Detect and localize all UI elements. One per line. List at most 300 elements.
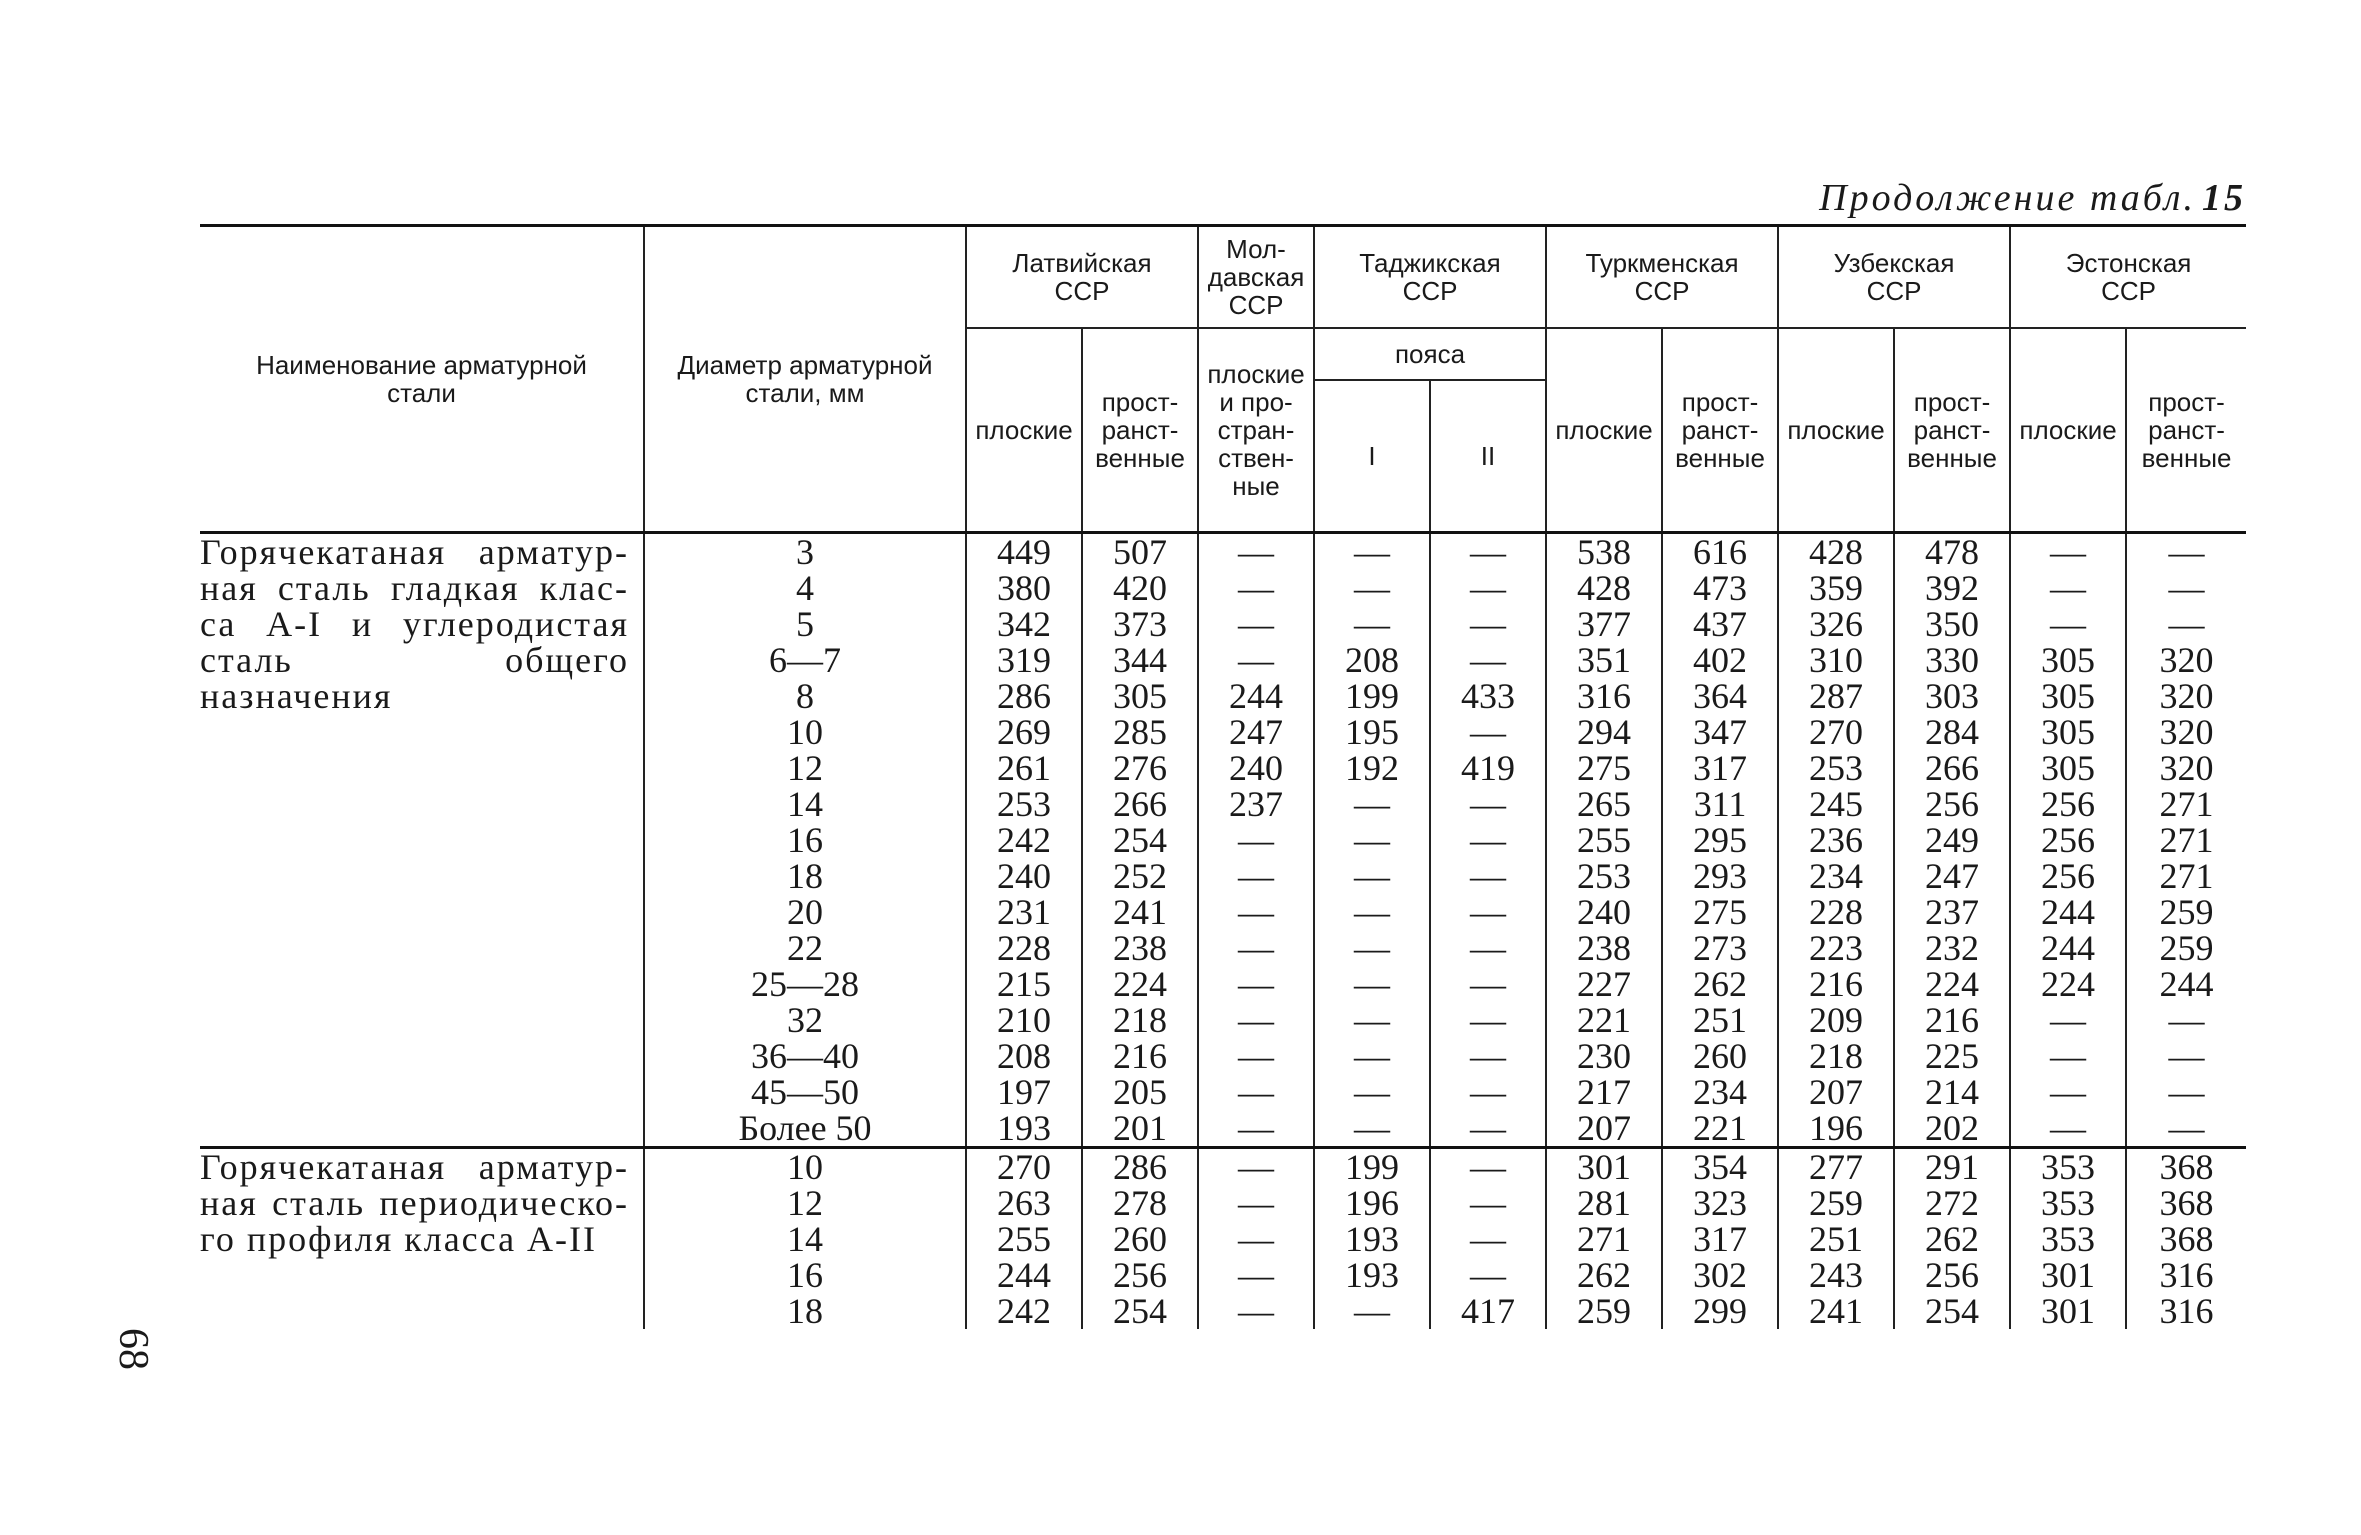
header-leaf: плоские — [1546, 328, 1662, 533]
stress-value: 350 — [1925, 604, 1980, 644]
diameter-value: 20 — [787, 892, 823, 932]
stress-value: 237 — [1229, 784, 1284, 824]
diameter-value: 36—40 — [751, 1036, 859, 1076]
stress-value: 224 — [2041, 964, 2096, 1004]
stress-value: — — [2168, 1108, 2205, 1148]
stress-value: 231 — [997, 892, 1051, 932]
stress-value: — — [1238, 1147, 1275, 1187]
stress-value: 192 — [1345, 748, 1400, 788]
stress-value: 284 — [1925, 712, 1980, 752]
header-leaf: плоские — [966, 328, 1082, 533]
stress-value: 419 — [1461, 748, 1516, 788]
stress-value: 302 — [1693, 1255, 1748, 1295]
value-cell — [1314, 534, 1430, 1148]
stress-value: — — [1354, 532, 1391, 572]
stress-value: — — [1470, 964, 1507, 1004]
stress-value: 260 — [1693, 1036, 1748, 1076]
stress-value: 317 — [1693, 1219, 1748, 1259]
stress-value: 256 — [1925, 784, 1980, 824]
table-section — [200, 1149, 2246, 1329]
stress-value: — — [2168, 604, 2205, 644]
value-cell — [1778, 1149, 1894, 1329]
stress-value: 218 — [1113, 1000, 1167, 1040]
stress-value: — — [1470, 1108, 1507, 1148]
stress-value: 277 — [1809, 1147, 1864, 1187]
stress-value: — — [1238, 1036, 1275, 1076]
diameter-value: Более 50 — [738, 1108, 872, 1148]
stress-value: 230 — [1577, 1036, 1632, 1076]
stress-value: — — [2168, 1036, 2205, 1076]
stress-value: 320 — [2159, 676, 2214, 716]
stress-value: 301 — [2041, 1255, 2096, 1295]
stress-value: 263 — [997, 1183, 1051, 1223]
stress-value: 330 — [1925, 640, 1980, 680]
stress-value: 616 — [1693, 532, 1748, 572]
header-group-uzbek: Узбекская ССР — [1778, 226, 2010, 329]
stress-value: — — [1354, 1036, 1391, 1076]
stress-value: 224 — [1925, 964, 1980, 1004]
stress-value: 317 — [1693, 748, 1748, 788]
stress-value: 353 — [2041, 1219, 2096, 1259]
stress-value: 249 — [1925, 820, 1980, 860]
stress-value: 252 — [1113, 856, 1167, 896]
stress-value: — — [1470, 1000, 1507, 1040]
stress-value: 255 — [1577, 820, 1632, 860]
value-cell — [1546, 534, 1662, 1148]
stress-value: 359 — [1809, 568, 1864, 608]
table-header — [200, 226, 2246, 533]
stress-value: 234 — [1809, 856, 1864, 896]
stress-value: 196 — [1809, 1108, 1864, 1148]
stress-value: 221 — [1693, 1108, 1748, 1148]
value-cell — [1894, 534, 2010, 1148]
table-section — [200, 534, 2246, 1148]
stress-value: 234 — [1693, 1072, 1748, 1112]
stress-value: — — [1470, 568, 1507, 608]
stress-value: — — [2050, 1036, 2087, 1076]
stress-value: 242 — [997, 820, 1051, 860]
stress-value: 449 — [997, 532, 1051, 572]
stress-value: — — [2050, 1108, 2087, 1148]
stress-value: 236 — [1809, 820, 1864, 860]
stress-value: — — [1470, 1036, 1507, 1076]
stress-value: 368 — [2159, 1219, 2214, 1259]
stress-value: 253 — [1577, 856, 1632, 896]
stress-value: 272 — [1925, 1183, 1980, 1223]
stress-value: — — [1470, 928, 1507, 968]
stress-value: 232 — [1925, 928, 1980, 968]
stress-value: 275 — [1577, 748, 1632, 788]
stress-value: — — [1470, 1147, 1507, 1187]
stress-value: — — [1354, 892, 1391, 932]
diameter-value: 45—50 — [751, 1072, 859, 1112]
stress-value: 251 — [1693, 1000, 1748, 1040]
value-cell — [1082, 1149, 1198, 1329]
header-leaf: прост-ранст-венные — [1662, 328, 1778, 533]
stress-value: 193 — [997, 1108, 1051, 1148]
value-cell — [1662, 534, 1778, 1148]
stress-value: 507 — [1113, 532, 1167, 572]
header-leaf: прост-ранст-венные — [1082, 328, 1198, 533]
stress-value: 259 — [2159, 892, 2214, 932]
stress-value: 216 — [1809, 964, 1864, 1004]
stress-value: 311 — [1693, 784, 1747, 824]
stress-value: 260 — [1113, 1219, 1167, 1259]
stress-value: — — [1470, 892, 1507, 932]
stress-value: 261 — [997, 748, 1051, 788]
stress-value: 238 — [1577, 928, 1632, 968]
steel-name-cell — [200, 534, 644, 1148]
stress-value: 208 — [997, 1036, 1051, 1076]
stress-value: — — [1238, 964, 1275, 1004]
diameter-value: 25—28 — [751, 964, 859, 1004]
page-number: 68 — [110, 1328, 156, 1370]
stress-value: 271 — [2159, 856, 2214, 896]
diameter-value: 16 — [787, 1255, 823, 1295]
stress-value: — — [1470, 1072, 1507, 1112]
stress-value: 256 — [2041, 784, 2096, 824]
stress-value: — — [1470, 784, 1507, 824]
stress-value: 299 — [1693, 1291, 1748, 1331]
stress-value: 241 — [1113, 892, 1167, 932]
stress-value: 266 — [1925, 748, 1980, 788]
stress-value: 271 — [2159, 820, 2214, 860]
stress-value: 433 — [1461, 676, 1516, 716]
stress-value: 291 — [1925, 1147, 1980, 1187]
stress-value: — — [1238, 892, 1275, 932]
steel-name-line: сталь общего назначения — [200, 640, 629, 716]
steel-name-line: Горячекатаная арматур- — [200, 1147, 629, 1187]
stress-value: 244 — [2041, 892, 2096, 932]
stress-value: 305 — [2041, 640, 2096, 680]
stress-value: 205 — [1113, 1072, 1167, 1112]
value-cell — [1430, 1149, 1546, 1329]
stress-value: — — [1238, 928, 1275, 968]
stress-value: — — [1354, 856, 1391, 896]
caption-text: Продолжение табл. — [1819, 177, 2196, 219]
stress-value: 223 — [1809, 928, 1864, 968]
stress-value: 214 — [1925, 1072, 1980, 1112]
header-leaf: прост-ранст-венные — [1894, 328, 2010, 533]
stress-value: 199 — [1345, 1147, 1400, 1187]
value-cell — [2126, 534, 2246, 1148]
stress-value: 208 — [1345, 640, 1400, 680]
stress-value: 316 — [1577, 676, 1632, 716]
stress-value: 242 — [997, 1291, 1051, 1331]
stress-value: — — [1470, 604, 1507, 644]
stress-value: 270 — [997, 1147, 1051, 1187]
stress-value: — — [1470, 712, 1507, 752]
stress-value: — — [2168, 1072, 2205, 1112]
steel-name-line: са А-I и углеродистая — [200, 604, 629, 644]
stress-value: 216 — [1925, 1000, 1980, 1040]
stress-value: 323 — [1693, 1183, 1748, 1223]
stress-value: — — [2050, 568, 2087, 608]
stress-value: 320 — [2159, 712, 2214, 752]
diameter-value: 10 — [787, 712, 823, 752]
stress-value: 347 — [1693, 712, 1748, 752]
stress-value: 377 — [1577, 604, 1632, 644]
stress-value: — — [2050, 1000, 2087, 1040]
diameter-cell — [644, 534, 966, 1148]
stress-value: — — [1238, 1183, 1275, 1223]
stress-value: — — [1354, 604, 1391, 644]
stress-value: 262 — [1925, 1219, 1980, 1259]
stress-value: 354 — [1693, 1147, 1748, 1187]
stress-value: 244 — [2159, 964, 2214, 1004]
stress-value: 262 — [1693, 964, 1748, 1004]
stress-value: — — [1470, 1219, 1507, 1259]
stress-value: 273 — [1693, 928, 1748, 968]
stress-value: 353 — [2041, 1183, 2096, 1223]
table-body — [200, 533, 2246, 1330]
steel-name-line: го профиля класса А-II — [200, 1219, 598, 1259]
stress-value: 301 — [1577, 1147, 1632, 1187]
stress-value: 266 — [1113, 784, 1167, 824]
stress-value: 256 — [1113, 1255, 1167, 1295]
stress-value: 316 — [2159, 1255, 2214, 1295]
stress-value: 437 — [1693, 604, 1748, 644]
header-leaf: плоские — [2010, 328, 2126, 533]
stress-value: 320 — [2159, 748, 2214, 788]
diameter-value: 32 — [787, 1000, 823, 1040]
diameter-value: 22 — [787, 928, 823, 968]
stress-value: 207 — [1577, 1108, 1632, 1148]
stress-value: 320 — [2159, 640, 2214, 680]
stress-value: — — [1238, 1072, 1275, 1112]
stress-value: — — [1470, 856, 1507, 896]
diameter-value: 14 — [787, 1219, 823, 1259]
stress-value: 245 — [1809, 784, 1864, 824]
stress-value: 326 — [1809, 604, 1864, 644]
steel-name-line: ная сталь гладкая клас- — [200, 568, 629, 608]
diameter-value: 3 — [796, 532, 814, 572]
header-group-moldavia: Мол-давская ССР — [1198, 226, 1314, 329]
stress-value: — — [1238, 568, 1275, 608]
stress-value: 281 — [1577, 1183, 1632, 1223]
stress-value: 295 — [1693, 820, 1748, 860]
stress-value: 303 — [1925, 676, 1980, 716]
stress-value: — — [2168, 1000, 2205, 1040]
stress-value: 227 — [1577, 964, 1632, 1004]
stress-value: 287 — [1809, 676, 1864, 716]
diameter-value: 4 — [796, 568, 814, 608]
stress-value: 259 — [1809, 1183, 1864, 1223]
stress-value: 193 — [1345, 1255, 1400, 1295]
stress-value: 256 — [2041, 820, 2096, 860]
stress-value: 251 — [1809, 1219, 1864, 1259]
stress-value: 305 — [2041, 712, 2096, 752]
stress-value: 240 — [1229, 748, 1284, 788]
diameter-value: 10 — [787, 1147, 823, 1187]
stress-value: 216 — [1113, 1036, 1167, 1076]
value-cell — [1546, 1149, 1662, 1329]
stress-value: — — [1238, 820, 1275, 860]
stress-value: 478 — [1925, 532, 1980, 572]
stress-value: 201 — [1113, 1108, 1167, 1148]
value-cell — [2010, 534, 2126, 1148]
stress-value: 294 — [1577, 712, 1632, 752]
stress-value: 243 — [1809, 1255, 1864, 1295]
stress-value: — — [1238, 604, 1275, 644]
stress-value: 373 — [1113, 604, 1167, 644]
stress-value: 271 — [2159, 784, 2214, 824]
stress-value: 225 — [1925, 1036, 1980, 1076]
stress-value: — — [1354, 1291, 1391, 1331]
stress-value: — — [1470, 532, 1507, 572]
value-cell — [1894, 1149, 2010, 1329]
stress-value: 269 — [997, 712, 1051, 752]
stress-value: 256 — [2041, 856, 2096, 896]
stress-value: 228 — [1809, 892, 1864, 932]
value-cell — [1082, 534, 1198, 1148]
stress-value: 256 — [1925, 1255, 1980, 1295]
stress-value: 210 — [997, 1000, 1051, 1040]
stress-value: 402 — [1693, 640, 1748, 680]
stress-value: 538 — [1577, 532, 1632, 572]
stress-value: — — [1354, 784, 1391, 824]
stress-value: 207 — [1809, 1072, 1864, 1112]
stress-value: 305 — [2041, 748, 2096, 788]
stress-value: 199 — [1345, 676, 1400, 716]
stress-value: 392 — [1925, 568, 1980, 608]
stress-value: 305 — [1113, 676, 1167, 716]
diameter-value: 6—7 — [769, 640, 841, 680]
stress-value: 196 — [1345, 1183, 1400, 1223]
diameter-value: 18 — [787, 1291, 823, 1331]
header-group-estonia: Эстонская ССР — [2010, 226, 2246, 329]
stress-value: 275 — [1693, 892, 1748, 932]
stress-value: 262 — [1577, 1255, 1632, 1295]
stress-value: 271 — [1577, 1219, 1632, 1259]
header-sub-zones: пояса — [1314, 328, 1546, 380]
stress-value: — — [1354, 568, 1391, 608]
stress-value: 240 — [1577, 892, 1632, 932]
diameter-value: 12 — [787, 1183, 823, 1223]
header-diameter: Диаметр арматурной стали, мм — [644, 226, 966, 533]
header-leaf: плоские — [1778, 328, 1894, 533]
stress-value: 228 — [997, 928, 1051, 968]
value-cell — [1198, 1149, 1314, 1329]
stress-value: 368 — [2159, 1147, 2214, 1187]
stress-value: 254 — [1113, 1291, 1167, 1331]
header-leaf: плоские и про-стран-ствен-ные — [1198, 328, 1314, 533]
stress-value: — — [2050, 1072, 2087, 1112]
steel-name-cell — [200, 1149, 644, 1329]
stress-value: 237 — [1925, 892, 1980, 932]
stress-value: — — [1470, 1183, 1507, 1223]
stress-value: 247 — [1925, 856, 1980, 896]
stress-value: 265 — [1577, 784, 1632, 824]
stress-value: 316 — [2159, 1291, 2214, 1331]
value-cell — [1662, 1149, 1778, 1329]
value-cell — [1778, 534, 1894, 1148]
header-group-tajik: Таджикская ССР — [1314, 226, 1546, 329]
stress-value: — — [1354, 1108, 1391, 1148]
stress-value: — — [1354, 820, 1391, 860]
stress-value: 310 — [1809, 640, 1864, 680]
header-leaf-zone-2: II — [1430, 380, 1546, 533]
stress-value: 202 — [1925, 1108, 1980, 1148]
stress-value: — — [1354, 964, 1391, 1004]
stress-value: 224 — [1113, 964, 1167, 1004]
stress-value: 285 — [1113, 712, 1167, 752]
stress-value: — — [2168, 568, 2205, 608]
stress-value: 428 — [1809, 532, 1864, 572]
value-cell — [2010, 1149, 2126, 1329]
diameter-value: 18 — [787, 856, 823, 896]
stress-value: — — [1354, 928, 1391, 968]
stress-value: 193 — [1345, 1219, 1400, 1259]
stress-value: 253 — [997, 784, 1051, 824]
stress-value: 270 — [1809, 712, 1864, 752]
stress-value: 254 — [1113, 820, 1167, 860]
stress-value: 293 — [1693, 856, 1748, 896]
stress-value: — — [1238, 1219, 1275, 1259]
stress-value: 368 — [2159, 1183, 2214, 1223]
caption-number: 15 — [2202, 177, 2246, 219]
stress-value: 342 — [997, 604, 1051, 644]
table-caption — [1700, 176, 2246, 220]
header-group-turkmen: Туркменская ССР — [1546, 226, 1778, 329]
stress-value: 473 — [1693, 568, 1748, 608]
header-leaf: прост-ранст-венные — [2126, 328, 2246, 533]
stress-value: — — [1238, 1000, 1275, 1040]
header-group-latvia: Латвийская ССР — [966, 226, 1198, 329]
stress-value: 301 — [2041, 1291, 2096, 1331]
stress-value: 255 — [997, 1219, 1051, 1259]
stress-value: — — [1238, 856, 1275, 896]
stress-value: 276 — [1113, 748, 1167, 788]
stress-value: 380 — [997, 568, 1051, 608]
stress-value: — — [1238, 1291, 1275, 1331]
value-cell — [1198, 534, 1314, 1148]
diameter-value: 8 — [796, 676, 814, 716]
diameter-value: 16 — [787, 820, 823, 860]
value-cell — [966, 534, 1082, 1148]
stress-value: 420 — [1113, 568, 1167, 608]
stress-value: 259 — [1577, 1291, 1632, 1331]
stress-value: 244 — [1229, 676, 1284, 716]
stress-value: 217 — [1577, 1072, 1632, 1112]
stress-value: 218 — [1809, 1036, 1864, 1076]
stress-value: 253 — [1809, 748, 1864, 788]
stress-value: — — [1470, 1255, 1507, 1295]
stress-value: 428 — [1577, 568, 1632, 608]
stress-value: 417 — [1461, 1291, 1516, 1331]
stress-value: 240 — [997, 856, 1051, 896]
diameter-cell — [644, 1149, 966, 1329]
stress-value: 353 — [2041, 1147, 2096, 1187]
stress-value: 254 — [1925, 1291, 1980, 1331]
header-name: Наименование арматурной стали — [200, 226, 644, 533]
value-cell — [1430, 534, 1546, 1148]
steel-name-line: Горячекатаная арматур- — [200, 532, 629, 572]
stress-value: 286 — [997, 676, 1051, 716]
stress-value: 259 — [2159, 928, 2214, 968]
stress-value: 244 — [997, 1255, 1051, 1295]
stress-value: 351 — [1577, 640, 1632, 680]
value-cell — [1314, 1149, 1430, 1329]
stress-value: 244 — [2041, 928, 2096, 968]
stress-value: 344 — [1113, 640, 1167, 680]
stress-value: 364 — [1693, 676, 1748, 716]
stress-value: — — [1238, 640, 1275, 680]
stress-value: 278 — [1113, 1183, 1167, 1223]
stress-value: 195 — [1345, 712, 1400, 752]
stress-value: 286 — [1113, 1147, 1167, 1187]
stress-value: 197 — [997, 1072, 1051, 1112]
